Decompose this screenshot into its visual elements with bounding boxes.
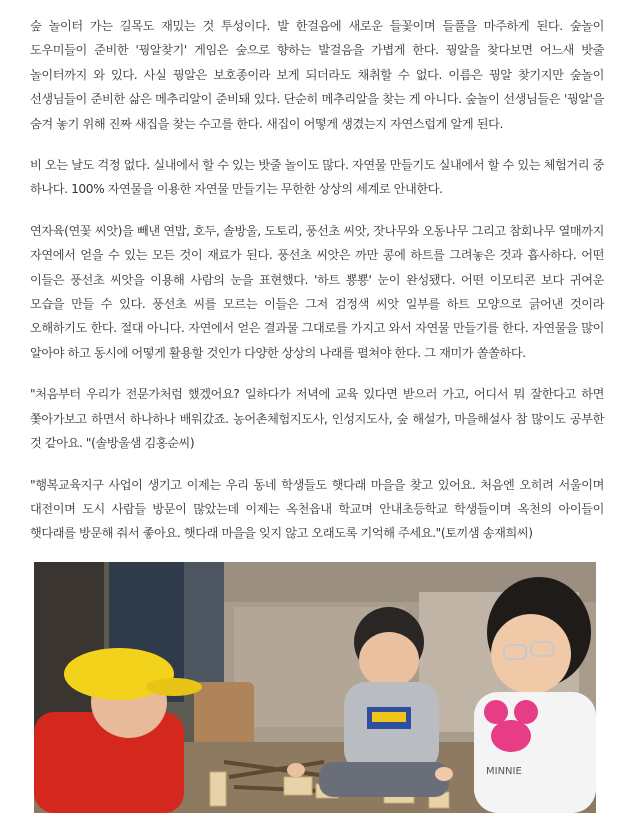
quote-kim-hongsun: "처음부터 우리가 전문가처럼 했겠어요? 일하다가 저녁에 교육 있다면 받으러 가고, 어디서 뭐 잘한다고 하면 쫓아가보고 하면서 하나하나 배워갔죠. 농어촌체험지도사, 인성지도사, 숲 해설가, 마을해설사 참 많이도 공부한 것 같아요. "(솔방울샘 김홍순씨) — [30, 387, 604, 451]
children-playing-with-wooden-blocks-photo — [34, 562, 596, 813]
article-body — [30, 14, 604, 563]
shirt-print-text: MINNIE — [486, 766, 522, 777]
quote-song-jaehee: "행복교육지구 사업이 생기고 이제는 우리 동네 학생들도 햇다래 마을을 찾고 있어요. 처음엔 오히려 서울이며 대전이며 도시 사람들 방문이 많았는데 이제는 옥천읍내 학교며 안내초등학교 학생들이며 옥천의 아이들이 햇다래를 방문해 줘서 좋아요. 햇다래 마을을 잊지 않고 오래도록 기억해 주세요."(토끼샘 송재희씨) — [30, 477, 604, 541]
paragraph-rainy-day: 비 오는 날도 걱정 없다. 실내에서 할 수 있는 밧줄 놀이도 많다. 자연물 만들기도 실내에서 할 수 있는 체험거리 중 하나다. 100% 자연물을 이용한 자연물 만들기는 무한한 상상의 세계로 안내한다. — [30, 158, 604, 197]
paragraph-forest-path: 숲 놀이터 가는 길목도 재밌는 것 투성이다. 발 한걸음에 새로운 들꽃이며 들풀을 마주하게 된다. 숲놀이 도우미들이 준비한 '꿩알찾기' 게임은 숲으로 향하는 발걸음을 가볍게 한다. 꿩알을 찾다보면 어느새 밧줄 놀이터까지 와 있다. 사실 꿩알은 보호종이라 보게 되더라도 채취할 수 없다. 이름은 꿩알 찾기지만 숲놀이 선생님들이 준비한 삶은 메추리알이 준비돼 있다. 단순히 메추리알을 찾는 게 아니다. 숲놀이 선생님들은 '꿩알'을 숨겨 놓기 위해 진짜 새집을 찾는 수고를 한다. 새집이 어떻게 생겼는지 자연스럽게 알게 된다. — [30, 19, 604, 131]
article-photo — [34, 562, 596, 813]
paragraph-nature-materials: 연자육(연꽃 씨앗)을 빼낸 연밥, 호두, 솔방울, 도토리, 풍선초 씨앗, 잣나무와 오동나무 그리고 참회나무 열매까지 자연에서 얻을 수 있는 모든 것이 재료가 된다. 풍선초 씨앗은 까만 콩에 하트를 그려놓은 것과 흡사하다. 어떤 이들은 풍선초 씨앗을 이용해 사람의 눈을 표현했다. '하트 뿅뿅' 눈이 완성됐다. 어떤 이모티콘 보다 귀여운 모습을 만들 수 있다. 풍선초 씨를 모르는 이들은 그저 검정색 씨앗 일부를 하트 모양으로 긁어낸 것이라 오해하기도 한다. 절대 아니다. 자연에서 얻은 결과물 그대로를 가지고 와서 자연물 만들기를 한다. 자연물을 많이 알아야 하고 동시에 어떻게 활용할 것인가 다양한 상상의 나래를 펼쳐야 한다. 그 재미가 쏠쏠하다. — [30, 223, 604, 360]
